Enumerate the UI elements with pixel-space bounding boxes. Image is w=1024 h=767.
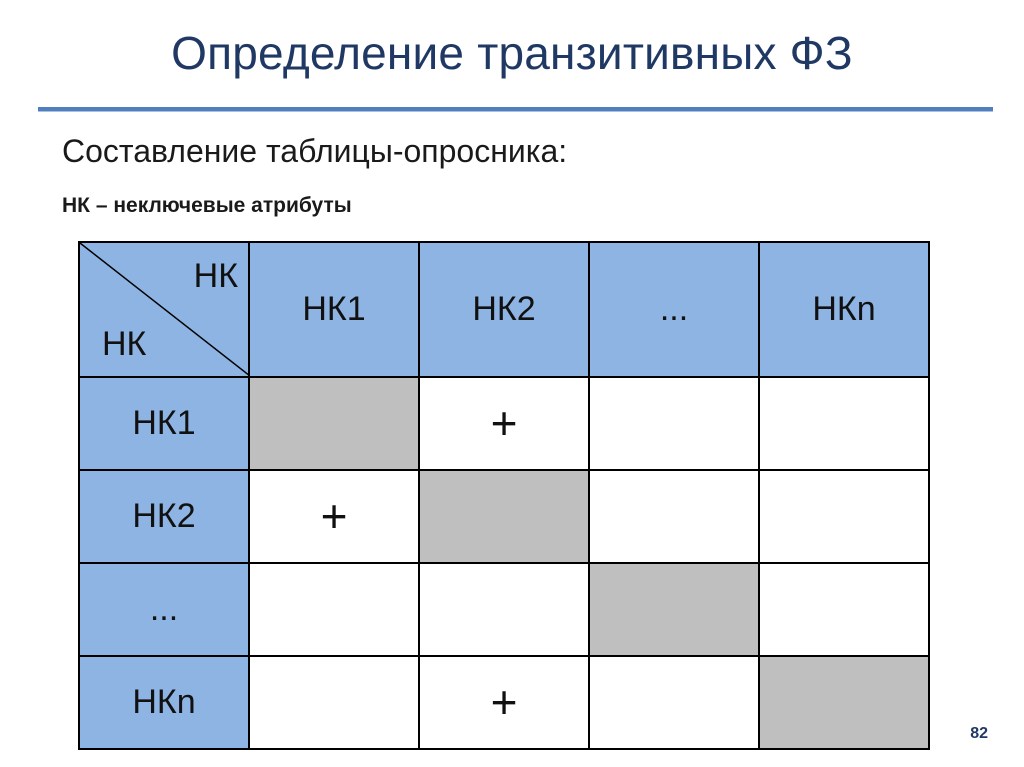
- table-row: [79, 563, 929, 656]
- table-row: [79, 470, 929, 563]
- cell-value: +: [320, 489, 348, 542]
- definition-note: НК – неключевые атрибуты: [62, 194, 352, 217]
- slide-title: Определение транзитивных ФЗ: [171, 27, 853, 79]
- matrix-cell: [759, 470, 929, 563]
- matrix-cell: [249, 563, 419, 656]
- row-header: ...: [79, 563, 249, 656]
- column-header: ...: [589, 242, 759, 377]
- dependency-mark-cell: [249, 470, 419, 563]
- diagonal-cell: [249, 377, 419, 470]
- table-row: [79, 377, 929, 470]
- matrix-cell: [419, 563, 589, 656]
- diagonal-cell: [589, 563, 759, 656]
- row-header: НК2: [79, 470, 249, 563]
- corner-cell: [79, 242, 249, 377]
- corner-column-label: НК: [193, 257, 238, 295]
- dependency-mark-cell: [419, 377, 589, 470]
- page-number: 82: [970, 725, 988, 742]
- cell-value: +: [490, 396, 518, 449]
- table-row: [79, 656, 929, 749]
- column-header: НК2: [419, 242, 589, 377]
- column-header: НК1: [249, 242, 419, 377]
- matrix-cell: [759, 377, 929, 470]
- matrix-cell: [759, 563, 929, 656]
- dependency-mark-cell: [419, 656, 589, 749]
- slide-subtitle: Составление таблицы-опросника:: [62, 133, 568, 169]
- matrix-cell: [249, 656, 419, 749]
- cell-value: +: [490, 675, 518, 728]
- row-header: НКn: [79, 656, 249, 749]
- diagonal-cell: [759, 656, 929, 749]
- corner-row-label: НК: [102, 325, 147, 363]
- dependency-matrix: [78, 241, 930, 750]
- header-row: [79, 242, 929, 377]
- row-header: НК1: [79, 377, 249, 470]
- diagonal-cell: [419, 470, 589, 563]
- column-header: НКn: [759, 242, 929, 377]
- matrix-cell: [589, 656, 759, 749]
- matrix-cell: [589, 470, 759, 563]
- title-divider: [38, 107, 993, 112]
- matrix-cell: [589, 377, 759, 470]
